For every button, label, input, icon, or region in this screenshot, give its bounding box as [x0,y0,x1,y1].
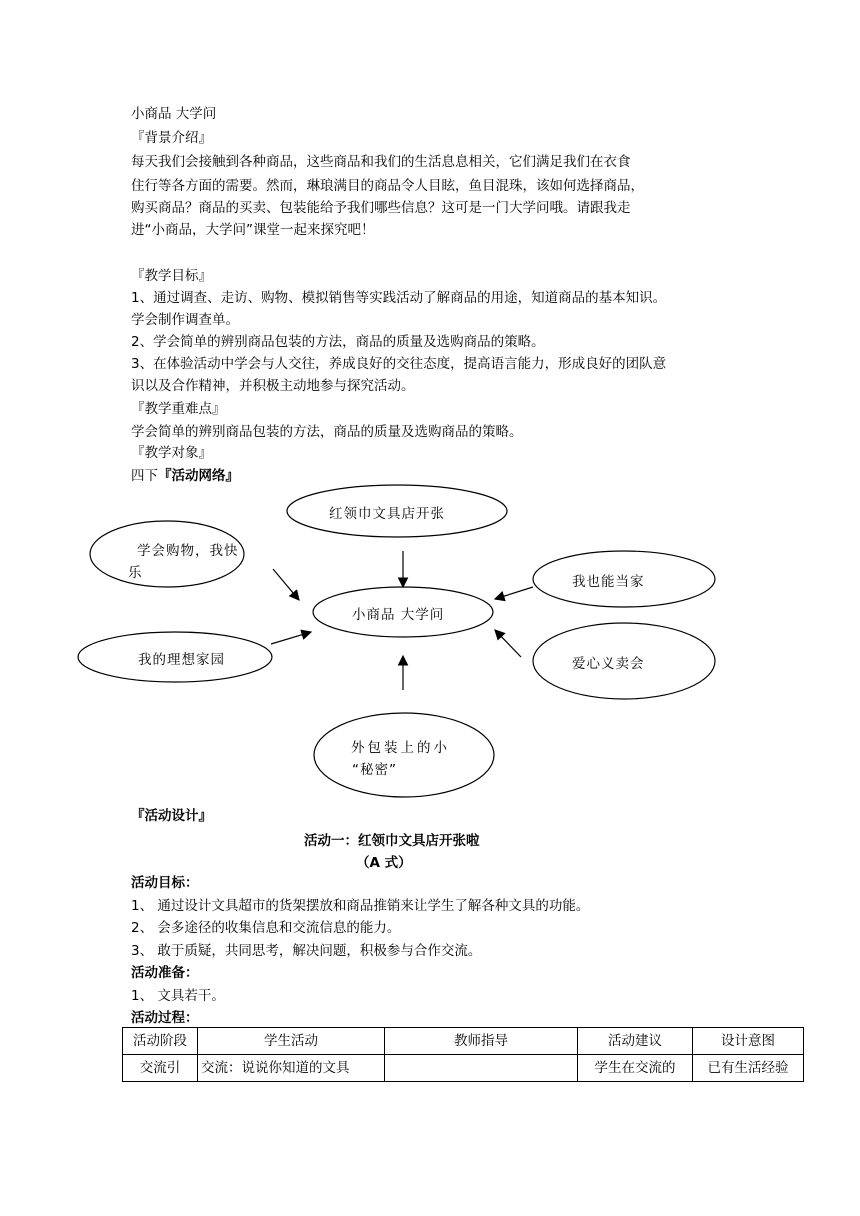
node-left-bottom-label: 我的理想家园 [138,652,225,668]
arrow-right-bottom [495,630,521,657]
goals-line: 学会制作调查单。 [131,312,239,328]
background-line: 住行等各方面的需要。然而，琳琅满目的商品令人目眩，鱼目混珠，该如何选择商品， [131,178,644,194]
target-heading: 『教学对象』 [131,445,212,461]
network-heading: 『活动网络』 [158,468,239,484]
node-right-top-label: 我也能当家 [572,574,645,590]
table-cell: 交流引 [123,1055,198,1082]
goals-line: 识以及合作精神，并积极主动地参与探究活动。 [131,378,415,394]
node-left-top-label: 学会购物，我快 [137,543,239,559]
arrow-left-top [273,569,299,600]
arrow-right-top [495,587,533,599]
activity-title: 活动一：红领巾文具店开张啦 [304,833,480,849]
node-bottom-label: 外包装上的小 [351,740,450,756]
table-header-cell: 活动阶段 [123,1028,198,1055]
activity-process-label: 活动过程： [131,1010,199,1026]
table-row [123,1055,804,1082]
activity-prep-label: 活动准备： [131,965,199,981]
key-text: 学会简单的辨别商品包装的方法，商品的质量及选购商品的策略。 [131,424,523,440]
activity-goal-item: 1、 通过设计文具超市的货架摆放和商品推销来让学生了解各种文具的功能。 [131,898,590,914]
table-header-cell: 活动建议 [578,1028,693,1055]
table-cell: 已有生活经验 [693,1055,804,1082]
goals-line: 2、学会简单的辨别商品包装的方法，商品的质量及选购商品的策略。 [131,334,545,350]
activity-goal-item: 3、 敢于质疑，共同思考，解决问题，积极参与合作交流。 [131,943,482,959]
background-line: 进“小商品，大学问”课堂一起来探究吧！ [131,222,375,238]
node-right-bottom-label: 爱心义卖会 [572,656,645,672]
table-header-cell: 学生活动 [198,1028,385,1055]
background-line: 购买商品？商品的买卖、包装能给予我们哪些信息？这可是一门大学问哦。请跟我走 [131,200,631,216]
node-center-label: 小商品 大学问 [352,607,445,623]
table-header-row [123,1028,804,1055]
table-cell: 学生在交流的 [578,1055,693,1082]
table-cell [385,1055,578,1082]
table-header-cell: 设计意图 [693,1028,804,1055]
background-heading: 『背景介绍』 [131,130,212,146]
page-title: 小商品 大学问 [131,106,217,122]
arrow-left-bottom [271,632,311,644]
node-left-top-label-2: 乐 [128,565,143,581]
node-left-top-overflow [128,561,168,581]
design-heading: 『活动设计』 [131,808,212,824]
goals-heading: 『教学目标』 [131,268,212,284]
activity-goal-item: 2、 会多途径的收集信息和交流信息的能力。 [131,920,401,936]
activity-process-table [122,1027,804,1082]
goals-line: 3、在体验活动中学会与人交往，养成良好的交往态度，提高语言能力，形成良好的团队意 [131,356,667,372]
node-top-label: 红领巾文具店开张 [329,506,445,522]
activity-subtitle: （A 式） [356,855,412,871]
table-header-cell: 教师指导 [385,1028,578,1055]
key-heading: 『教学重难点』 [131,401,226,417]
activity-goal-label: 活动目标： [131,875,199,891]
target-grade: 四下 [131,468,158,484]
background-line: 每天我们会接触到各种商品，这些商品和我们的生活息息相关，它们满足我们在衣食 [131,154,631,170]
node-bottom-label-2: “秘密” [352,762,397,778]
activity-prep-item: 1、 文具若干。 [131,988,225,1004]
goals-line: 1、通过调查、走访、购物、模拟销售等实践活动了解商品的用途，知道商品的基本知识。 [131,290,667,306]
table-cell: 交流：说说你知道的文具 [198,1055,385,1082]
